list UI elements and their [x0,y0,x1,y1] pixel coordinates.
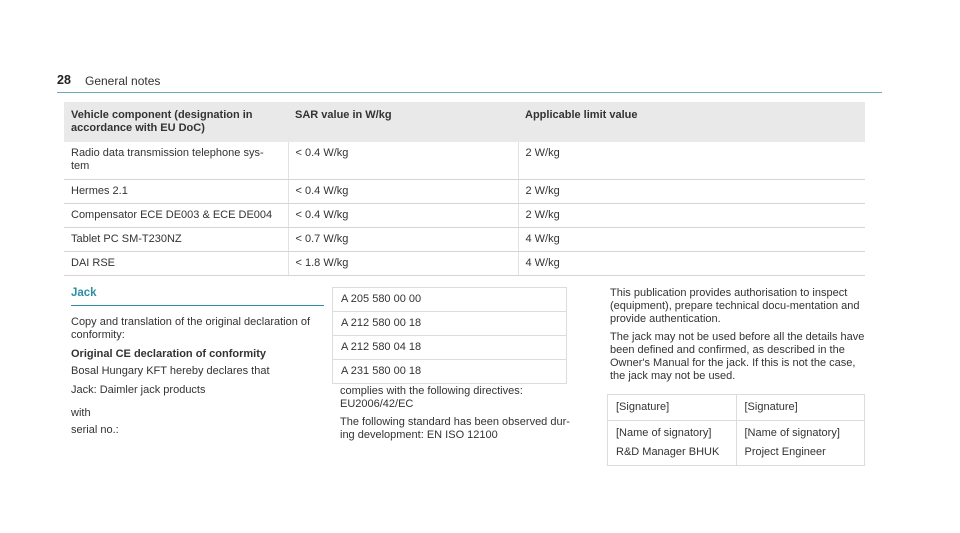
table-cell: 2 W/kg [518,142,865,180]
table-cell: 4 W/kg [518,252,865,276]
part-number: A 205 580 00 00 [333,288,567,312]
signature-cell: [Signature] [608,395,737,421]
table-row [64,252,865,276]
table-cell: Tablet PC SM-T230NZ [64,228,288,252]
part-number: A 212 580 04 18 [333,336,567,360]
product-text: Jack: Daimler jack products [71,384,206,396]
table-cell: DAI RSE [64,252,288,276]
signatory-role: R&D Manager BHUK [616,446,720,458]
signatory-name: [Name of signatory] [744,427,840,439]
table-row [333,312,567,336]
table-cell: Hermes 2.1 [64,180,288,204]
signatory-cell [736,421,865,466]
intro-text: Copy and translation of the original declaration of conformity: [71,316,311,341]
sar-table [64,102,865,276]
signature-cell: [Signature] [736,395,865,421]
table-row [64,204,865,228]
header-cell: SAR value in W/kg [288,102,518,142]
section-title: General notes [85,74,161,88]
table-cell: < 0.4 W/kg [288,142,518,180]
page-header [57,72,882,93]
table-header-row [64,102,865,142]
header-cell: Applicable limit value [518,102,865,142]
table-cell: Compensator ECE DE003 & ECE DE004 [64,204,288,228]
part-number: A 231 580 00 18 [333,360,567,384]
header-cell: Vehicle component (designation in accordance with EU DoC) [64,102,288,142]
authorisation-section [610,287,866,388]
jack-heading: Jack [71,287,324,306]
signatory-role: Project Engineer [744,446,826,458]
table-row [608,421,865,466]
table-row [64,180,865,204]
usage-warning-text: The jack may not be used before all the details have been defined and confirmed, as described in the Owner's Manual for the jack. If this is not the case, the jack may not be used. [610,331,865,382]
authorisation-text: This publication provides authorisation to inspect (equipment), prepare technical docu-mentation and provide authentication. [610,287,860,325]
part-number-table [332,287,567,384]
table-row [64,228,865,252]
table-cell: < 0.4 W/kg [288,180,518,204]
table-row [333,336,567,360]
directives-text: complies with the following directives: EU2006/42/EC [340,385,523,410]
jack-section [71,287,324,443]
standard-text: The following standard has been observed dur-ing development: EN ISO 12100 [340,416,570,441]
signatory-cell [608,421,737,466]
with-text: with [71,407,91,419]
table-cell: 2 W/kg [518,204,865,228]
table-cell: 4 W/kg [518,228,865,252]
table-row [64,142,865,180]
table-row [333,360,567,384]
table-row [608,395,865,421]
signature-table [607,394,865,466]
declaration-title: Original CE declaration of conformity [71,348,266,360]
table-row [333,288,567,312]
table-cell: Radio data transmission telephone sys-tem [64,142,288,180]
table-cell: < 0.7 W/kg [288,228,518,252]
manufacturer-text: Bosal Hungary KFT hereby declares that [71,365,270,377]
page-number: 28 [57,73,71,87]
table-cell: < 1.8 W/kg [288,252,518,276]
table-cell: < 0.4 W/kg [288,204,518,228]
directives-section [340,385,580,447]
part-number: A 212 580 00 18 [333,312,567,336]
table-cell: 2 W/kg [518,180,865,204]
signatory-name: [Name of signatory] [616,427,712,439]
serial-text: serial no.: [71,424,119,436]
